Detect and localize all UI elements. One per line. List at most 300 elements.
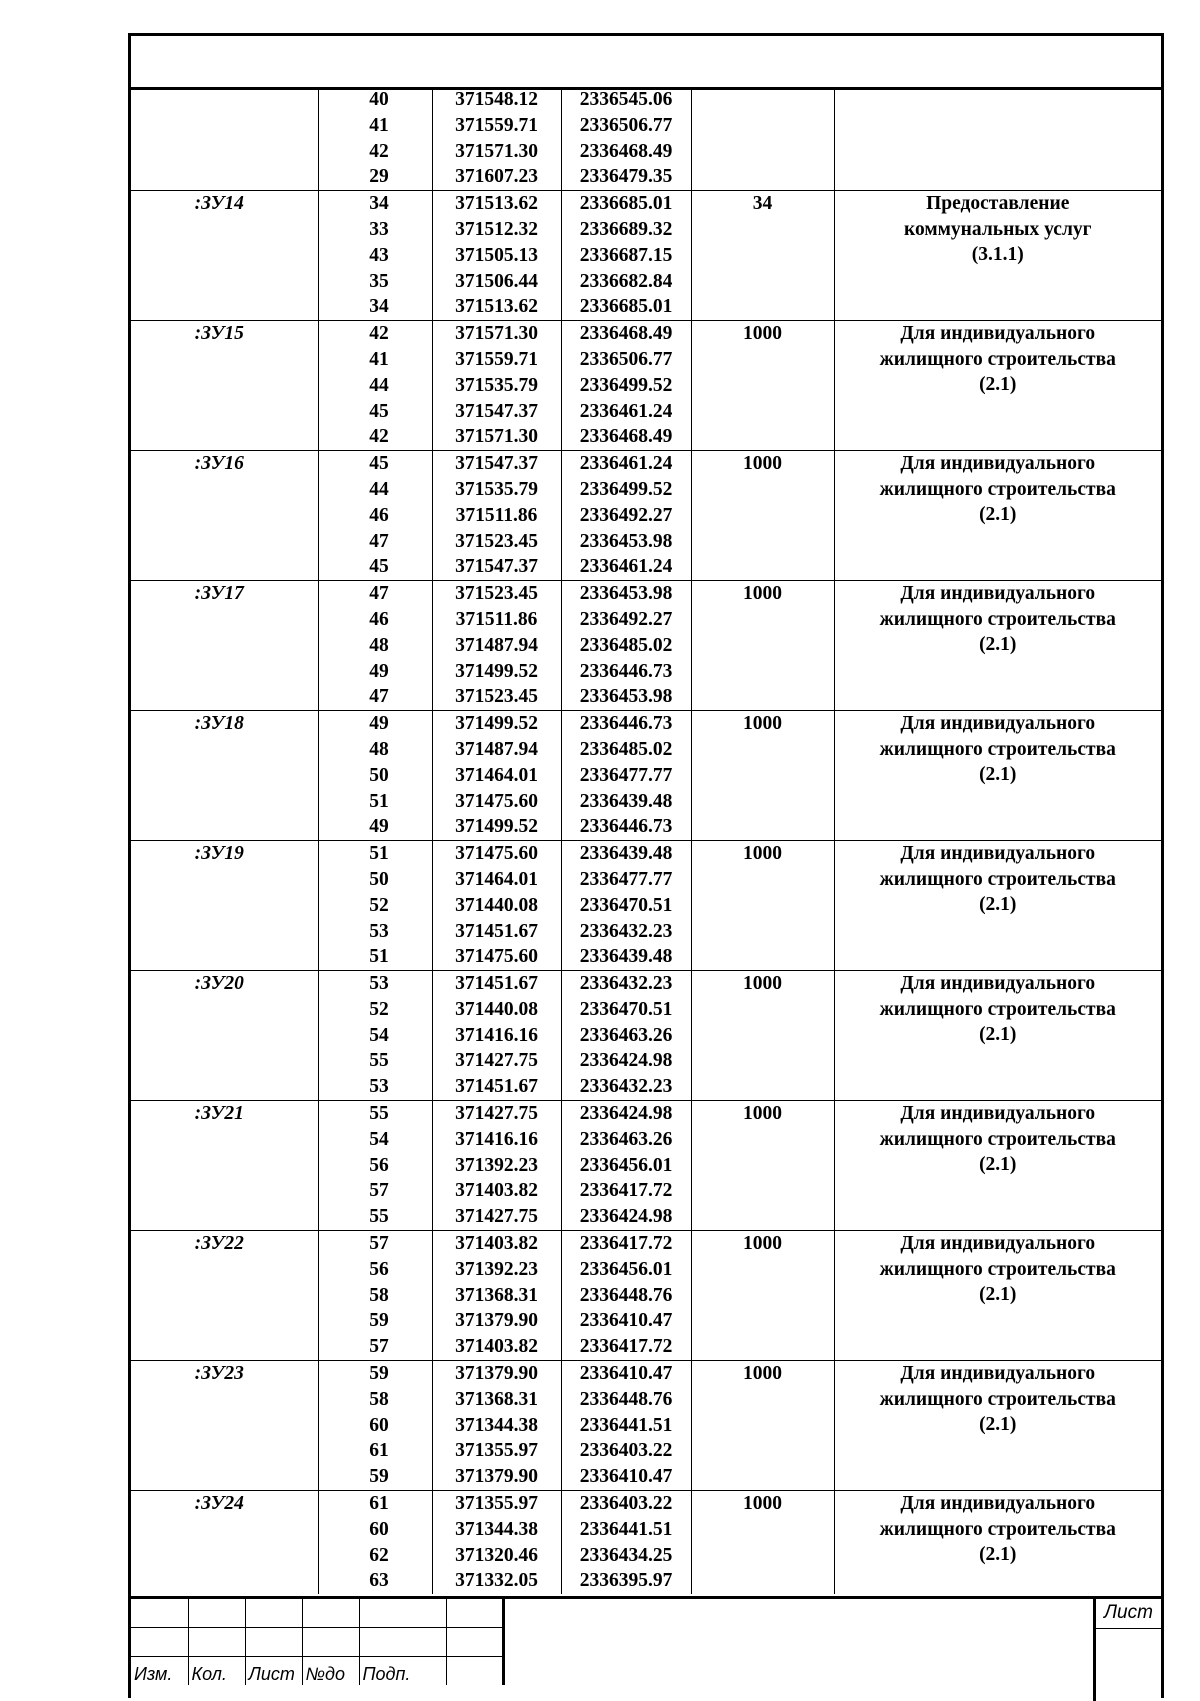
point-number-cell: [318, 581, 432, 711]
y-coordinate: 2336479.35: [579, 166, 673, 188]
x-coordinate: 371344.38: [455, 1518, 538, 1540]
stamp-cell: [359, 1599, 446, 1628]
y-coordinate: 2336477.77: [579, 868, 673, 890]
point-number: 59: [369, 1363, 389, 1385]
permitted-use-line: жилищного строительства: [879, 738, 1116, 760]
point-number: 48: [369, 738, 389, 760]
plot-id: :ЗУ21: [194, 1103, 244, 1125]
y-coordinate: 2336682.84: [579, 270, 673, 292]
y-coordinate: 2336439.48: [579, 946, 673, 968]
point-number: 61: [369, 1440, 389, 1462]
permitted-use-line: коммунальных услуг: [903, 218, 1092, 240]
permitted-use-cell: [834, 1491, 1161, 1595]
x-coordinate: 371379.90: [455, 1310, 538, 1332]
permitted-use-line: Для индивидуального: [900, 973, 1096, 995]
permitted-use-line: (2.1): [979, 1544, 1017, 1566]
y-coordinate-cell: [561, 841, 691, 971]
point-number-cell: [318, 1101, 432, 1231]
area-value: 1000: [743, 453, 782, 475]
permitted-use-cell: [834, 451, 1161, 581]
permitted-use-line: Для индивидуального: [900, 453, 1096, 475]
plot-id-cell: [131, 1361, 318, 1491]
permitted-use-cell: [834, 581, 1161, 711]
y-coordinate: 2336456.01: [579, 1258, 673, 1280]
stamp-cell: [245, 1599, 302, 1628]
x-coordinate: 371320.46: [455, 1544, 538, 1566]
point-number: 34: [369, 296, 389, 318]
y-coordinate: 2336439.48: [579, 843, 673, 865]
x-coordinate: 371559.71: [455, 348, 538, 370]
y-coordinate: 2336446.73: [579, 816, 673, 838]
y-coordinate: 2336485.02: [579, 634, 673, 656]
x-coordinate: 371427.75: [455, 1050, 538, 1072]
point-number: 58: [369, 1388, 389, 1410]
x-coordinate: 371547.37: [455, 453, 538, 475]
x-coordinate-cell: [432, 581, 561, 711]
x-coordinate: 371487.94: [455, 634, 538, 656]
plot-id-cell: [131, 841, 318, 971]
plot-row: [131, 191, 1161, 321]
plot-id-cell: [131, 321, 318, 451]
area-value: 1000: [743, 1103, 782, 1125]
coordinates-table: [131, 87, 1161, 1594]
y-coordinate-cell: [561, 1231, 691, 1361]
area-cell: [691, 321, 834, 451]
area-value: 1000: [743, 973, 782, 995]
point-number: 50: [369, 868, 389, 890]
sheet-label: Лист: [1096, 1599, 1161, 1629]
stamp-cell: [302, 1599, 359, 1628]
point-number: 61: [369, 1493, 389, 1515]
point-number-cell: [318, 1491, 432, 1595]
area-value: 1000: [743, 1233, 782, 1255]
point-number: 42: [369, 323, 389, 345]
x-coordinate: 371427.75: [455, 1103, 538, 1125]
point-number: 63: [369, 1570, 389, 1592]
y-coordinate: 2336403.22: [579, 1440, 673, 1462]
y-coordinate: 2336410.47: [579, 1363, 673, 1385]
permitted-use-cell: [834, 1231, 1161, 1361]
x-coordinate-cell: [432, 841, 561, 971]
x-coordinate: 371547.37: [455, 556, 538, 578]
plot-row: [131, 711, 1161, 841]
area-value: 1000: [743, 323, 782, 345]
plot-id-cell: [131, 581, 318, 711]
y-coordinate: 2336432.23: [579, 1076, 673, 1098]
stamp-list-label: Лист: [245, 1657, 302, 1686]
y-coordinate: 2336545.06: [579, 89, 673, 110]
x-coordinate: 371451.67: [455, 920, 538, 942]
y-coordinate: 2336453.98: [579, 583, 673, 605]
y-coordinate: 2336499.52: [579, 374, 673, 396]
point-number-cell: [318, 451, 432, 581]
area-cell: [691, 191, 834, 321]
point-number-cell: [318, 971, 432, 1101]
x-coordinate: 371392.23: [455, 1258, 538, 1280]
stamp-cell: [245, 1628, 302, 1657]
x-coordinate: 371571.30: [455, 426, 538, 448]
plot-row: [131, 1361, 1161, 1491]
x-coordinate-cell: [432, 1491, 561, 1595]
point-number: 46: [369, 504, 389, 526]
stamp-izm-label: Изм.: [131, 1657, 188, 1686]
permitted-use-cell: [834, 191, 1161, 321]
area-value: [692, 87, 834, 113]
x-coordinate-cell: [432, 87, 561, 191]
area-value: 1000: [743, 713, 782, 735]
y-coordinate: 2336492.27: [579, 608, 673, 630]
y-coordinate: 2336506.77: [579, 114, 673, 136]
point-number: 62: [369, 1544, 389, 1566]
permitted-use-line: жилищного строительства: [879, 868, 1116, 890]
plot-row: [131, 1231, 1161, 1361]
point-number: 51: [369, 946, 389, 968]
permitted-use-line: (2.1): [979, 1154, 1017, 1176]
plot-id: :ЗУ22: [194, 1233, 244, 1255]
point-number: 51: [369, 843, 389, 865]
x-coordinate: 371571.30: [455, 140, 538, 162]
permitted-use-line: Для индивидуального: [900, 1363, 1096, 1385]
x-coordinate: 371379.90: [455, 1363, 538, 1385]
y-coordinate: 2336395.97: [579, 1570, 673, 1592]
point-number: 44: [369, 478, 389, 500]
x-coordinate: 371513.62: [455, 296, 538, 318]
x-coordinate: 371379.90: [455, 1466, 538, 1488]
point-number: 47: [369, 583, 389, 605]
y-coordinate-cell: [561, 1361, 691, 1491]
area-value: 1000: [743, 1363, 782, 1385]
plot-row: [131, 841, 1161, 971]
y-coordinate: 2336410.47: [579, 1310, 673, 1332]
area-value: 1000: [743, 583, 782, 605]
point-number: 45: [369, 400, 389, 422]
permitted-use-line: жилищного строительства: [879, 608, 1116, 630]
x-coordinate: 371368.31: [455, 1284, 538, 1306]
y-coordinate: 2336468.49: [579, 323, 673, 345]
stamp-cell: [131, 1599, 188, 1628]
y-coordinate: 2336432.23: [579, 973, 673, 995]
point-number: 42: [369, 140, 389, 162]
y-coordinate: 2336685.01: [579, 193, 673, 215]
area-cell: [691, 581, 834, 711]
y-coordinate: 2336453.98: [579, 530, 673, 552]
point-number: 53: [369, 1076, 389, 1098]
point-number: 51: [369, 790, 389, 812]
y-coordinate: 2336403.22: [579, 1493, 673, 1515]
y-coordinate: 2336506.77: [579, 348, 673, 370]
x-coordinate-cell: [432, 971, 561, 1101]
point-number: 35: [369, 270, 389, 292]
area-cell: [691, 841, 834, 971]
plot-id-cell: [131, 451, 318, 581]
permitted-use-line: Предоставление: [926, 193, 1070, 215]
y-coordinate-cell: [561, 87, 691, 191]
area-cell: [691, 1101, 834, 1231]
point-number-cell: [318, 191, 432, 321]
point-number: 55: [369, 1050, 389, 1072]
permitted-use-line: Для индивидуального: [900, 1233, 1096, 1255]
permitted-use-line: (2.1): [979, 1284, 1017, 1306]
permitted-use-cell: [834, 1101, 1161, 1231]
x-coordinate: 371440.08: [455, 894, 538, 916]
x-coordinate-cell: [432, 451, 561, 581]
y-coordinate: 2336485.02: [579, 738, 673, 760]
x-coordinate: 371505.13: [455, 244, 538, 266]
stamp-cell: [188, 1599, 245, 1628]
permitted-use-cell: [834, 1361, 1161, 1491]
y-coordinate: 2336689.32: [579, 218, 673, 240]
stamp-cell: [188, 1628, 245, 1657]
x-coordinate: 371427.75: [455, 1206, 538, 1228]
x-coordinate: 371511.86: [455, 504, 538, 526]
plot-id: [131, 87, 308, 113]
permitted-use-line: (2.1): [979, 1024, 1017, 1046]
point-number: 58: [369, 1284, 389, 1306]
x-coordinate: 371464.01: [455, 764, 538, 786]
x-coordinate: 371548.12: [455, 89, 538, 110]
point-number: 41: [369, 348, 389, 370]
y-coordinate: 2336461.24: [579, 400, 673, 422]
stamp-cell: [446, 1628, 503, 1657]
plot-id-cell: [131, 1231, 318, 1361]
point-number: 44: [369, 374, 389, 396]
point-number: 57: [369, 1180, 389, 1202]
plot-id: :ЗУ14: [194, 193, 244, 215]
y-coordinate: 2336463.26: [579, 1024, 673, 1046]
x-coordinate: 371475.60: [455, 843, 538, 865]
permitted-use-line: жилищного строительства: [879, 1518, 1116, 1540]
x-coordinate-cell: [432, 1101, 561, 1231]
x-coordinate: 371416.16: [455, 1024, 538, 1046]
x-coordinate: 371511.86: [455, 608, 538, 630]
permitted-use-line: жилищного строительства: [879, 348, 1116, 370]
stamp-ndoc-label: №до: [302, 1657, 359, 1686]
point-number: 52: [369, 998, 389, 1020]
permitted-use-cell: [834, 971, 1161, 1101]
header-band: [131, 36, 1161, 90]
point-number: 57: [369, 1233, 389, 1255]
y-coordinate: 2336499.52: [579, 478, 673, 500]
point-number: 48: [369, 634, 389, 656]
point-number: 45: [369, 453, 389, 475]
y-coordinate: 2336424.98: [579, 1103, 673, 1125]
y-coordinate: 2336410.47: [579, 1466, 673, 1488]
y-coordinate: 2336441.51: [579, 1414, 673, 1436]
x-coordinate: 371451.67: [455, 973, 538, 995]
plot-id: :ЗУ20: [194, 973, 244, 995]
permitted-use-line: (3.1.1): [971, 244, 1024, 266]
plot-id: :ЗУ17: [194, 583, 244, 605]
stamp-cell: [302, 1628, 359, 1657]
plot-id: :ЗУ16: [194, 453, 244, 475]
x-coordinate: 371487.94: [455, 738, 538, 760]
point-number: 55: [369, 1103, 389, 1125]
point-number: 54: [369, 1024, 389, 1046]
y-coordinate: 2336432.23: [579, 920, 673, 942]
permitted-use-line: Для индивидуального: [900, 1103, 1096, 1125]
x-coordinate: 371355.97: [455, 1440, 538, 1462]
y-coordinate-cell: [561, 971, 691, 1101]
x-coordinate: 371513.62: [455, 193, 538, 215]
x-coordinate: 371499.52: [455, 660, 538, 682]
point-number: 40: [369, 89, 389, 110]
x-coordinate: 371475.60: [455, 946, 538, 968]
y-coordinate-cell: [561, 1491, 691, 1595]
permitted-use-line: (2.1): [979, 894, 1017, 916]
stamp-kol-label: Кол.: [188, 1657, 245, 1686]
x-coordinate: 371403.82: [455, 1336, 538, 1358]
permitted-use-line: жилищного строительства: [879, 998, 1116, 1020]
point-number: 54: [369, 1128, 389, 1150]
permitted-use-line: Для индивидуального: [900, 583, 1096, 605]
point-number: 56: [369, 1154, 389, 1176]
x-coordinate: 371535.79: [455, 374, 538, 396]
title-block-grid: [131, 1599, 505, 1685]
area-value: 34: [752, 193, 773, 215]
point-number: 49: [369, 713, 389, 735]
area-cell: [691, 1491, 834, 1595]
point-number-cell: [318, 87, 432, 191]
y-coordinate: 2336441.51: [579, 1518, 673, 1540]
x-coordinate: 371416.16: [455, 1128, 538, 1150]
y-coordinate: 2336461.24: [579, 556, 673, 578]
y-coordinate: 2336461.24: [579, 453, 673, 475]
plot-row: [131, 451, 1161, 581]
x-coordinate: 371440.08: [455, 998, 538, 1020]
permitted-use-line: (2.1): [979, 504, 1017, 526]
y-coordinate: 2336446.73: [579, 713, 673, 735]
point-number: 57: [369, 1336, 389, 1358]
x-coordinate: 371559.71: [455, 114, 538, 136]
y-coordinate: 2336470.51: [579, 894, 673, 916]
permitted-use-line: (2.1): [979, 764, 1017, 786]
permitted-use-line: жилищного строительства: [879, 1128, 1116, 1150]
y-coordinate: 2336417.72: [579, 1336, 673, 1358]
area-value: 1000: [743, 843, 782, 865]
plot-id: :ЗУ24: [194, 1493, 244, 1515]
stamp-date-cell: [446, 1657, 503, 1686]
y-coordinate: 2336448.76: [579, 1388, 673, 1410]
point-number: 45: [369, 556, 389, 578]
y-coordinate: 2336439.48: [579, 790, 673, 812]
point-number-cell: [318, 1361, 432, 1491]
permitted-use-cell: [834, 841, 1161, 971]
x-coordinate: 371607.23: [455, 166, 538, 188]
point-number-cell: [318, 1231, 432, 1361]
x-coordinate: 371344.38: [455, 1414, 538, 1436]
plot-id-cell: [131, 971, 318, 1101]
y-coordinate: 2336468.49: [579, 140, 673, 162]
x-coordinate: 371332.05: [455, 1570, 538, 1592]
x-coordinate-cell: [432, 191, 561, 321]
area-cell: [691, 1361, 834, 1491]
area-cell: [691, 1231, 834, 1361]
y-coordinate: 2336446.73: [579, 660, 673, 682]
permitted-use-cell: [834, 321, 1161, 451]
plot-row: [131, 87, 1161, 191]
plot-id: :ЗУ19: [194, 843, 244, 865]
point-number-cell: [318, 841, 432, 971]
point-number: 49: [369, 816, 389, 838]
point-number: 55: [369, 1206, 389, 1228]
point-number-cell: [318, 321, 432, 451]
point-number-cell: [318, 711, 432, 841]
x-coordinate-cell: [432, 321, 561, 451]
plot-id-cell: [131, 1101, 318, 1231]
x-coordinate-cell: [432, 1361, 561, 1491]
y-coordinate-cell: [561, 1101, 691, 1231]
plot-row: [131, 321, 1161, 451]
x-coordinate: 371499.52: [455, 713, 538, 735]
y-coordinate: 2336417.72: [579, 1233, 673, 1255]
point-number: 50: [369, 764, 389, 786]
y-coordinate: 2336687.15: [579, 244, 673, 266]
plot-row: [131, 971, 1161, 1101]
plot-id: :ЗУ23: [194, 1363, 244, 1385]
x-coordinate: 371523.45: [455, 530, 538, 552]
y-coordinate: 2336453.98: [579, 686, 673, 708]
plot-id-cell: [131, 87, 318, 191]
x-coordinate: 371475.60: [455, 790, 538, 812]
x-coordinate: 371355.97: [455, 1493, 538, 1515]
x-coordinate: 371403.82: [455, 1233, 538, 1255]
y-coordinate: 2336492.27: [579, 504, 673, 526]
permitted-use-cell: [834, 711, 1161, 841]
y-coordinate: 2336470.51: [579, 998, 673, 1020]
title-block: [131, 1596, 1161, 1701]
y-coordinate-cell: [561, 321, 691, 451]
point-number: 46: [369, 608, 389, 630]
y-coordinate: 2336424.98: [579, 1050, 673, 1072]
y-coordinate: 2336685.01: [579, 296, 673, 318]
permitted-use-line: жилищного строительства: [879, 1388, 1116, 1410]
y-coordinate-cell: [561, 581, 691, 711]
x-coordinate: 371523.45: [455, 583, 538, 605]
x-coordinate: 371506.44: [455, 270, 538, 292]
point-number: 59: [369, 1466, 389, 1488]
plot-id: :ЗУ15: [194, 323, 244, 345]
stamp-podp-label: Подп.: [359, 1657, 446, 1686]
sheet-number-box: [1093, 1599, 1161, 1701]
y-coordinate: 2336448.76: [579, 1284, 673, 1306]
point-number: 47: [369, 686, 389, 708]
x-coordinate: 371512.32: [455, 218, 538, 240]
y-coordinate: 2336477.77: [579, 764, 673, 786]
x-coordinate-cell: [432, 711, 561, 841]
stamp-cell: [131, 1628, 188, 1657]
x-coordinate: 371523.45: [455, 686, 538, 708]
permitted-use-line: Для индивидуального: [900, 1493, 1096, 1515]
area-cell: [691, 87, 834, 191]
point-number: 34: [369, 193, 389, 215]
y-coordinate-cell: [561, 451, 691, 581]
y-coordinate: 2336468.49: [579, 426, 673, 448]
x-coordinate: 371535.79: [455, 478, 538, 500]
point-number: 47: [369, 530, 389, 552]
permitted-use-line: Для индивидуального: [900, 713, 1096, 735]
y-coordinate: 2336424.98: [579, 1206, 673, 1228]
plot-row: [131, 581, 1161, 711]
permitted-use-line: Для индивидуального: [900, 843, 1096, 865]
x-coordinate: 371571.30: [455, 323, 538, 345]
plot-id-cell: [131, 711, 318, 841]
x-coordinate-cell: [432, 1231, 561, 1361]
y-coordinate: 2336463.26: [579, 1128, 673, 1150]
x-coordinate: 371451.67: [455, 1076, 538, 1098]
stamp-cell: [359, 1628, 446, 1657]
area-cell: [691, 451, 834, 581]
plot-id: :ЗУ18: [194, 713, 244, 735]
